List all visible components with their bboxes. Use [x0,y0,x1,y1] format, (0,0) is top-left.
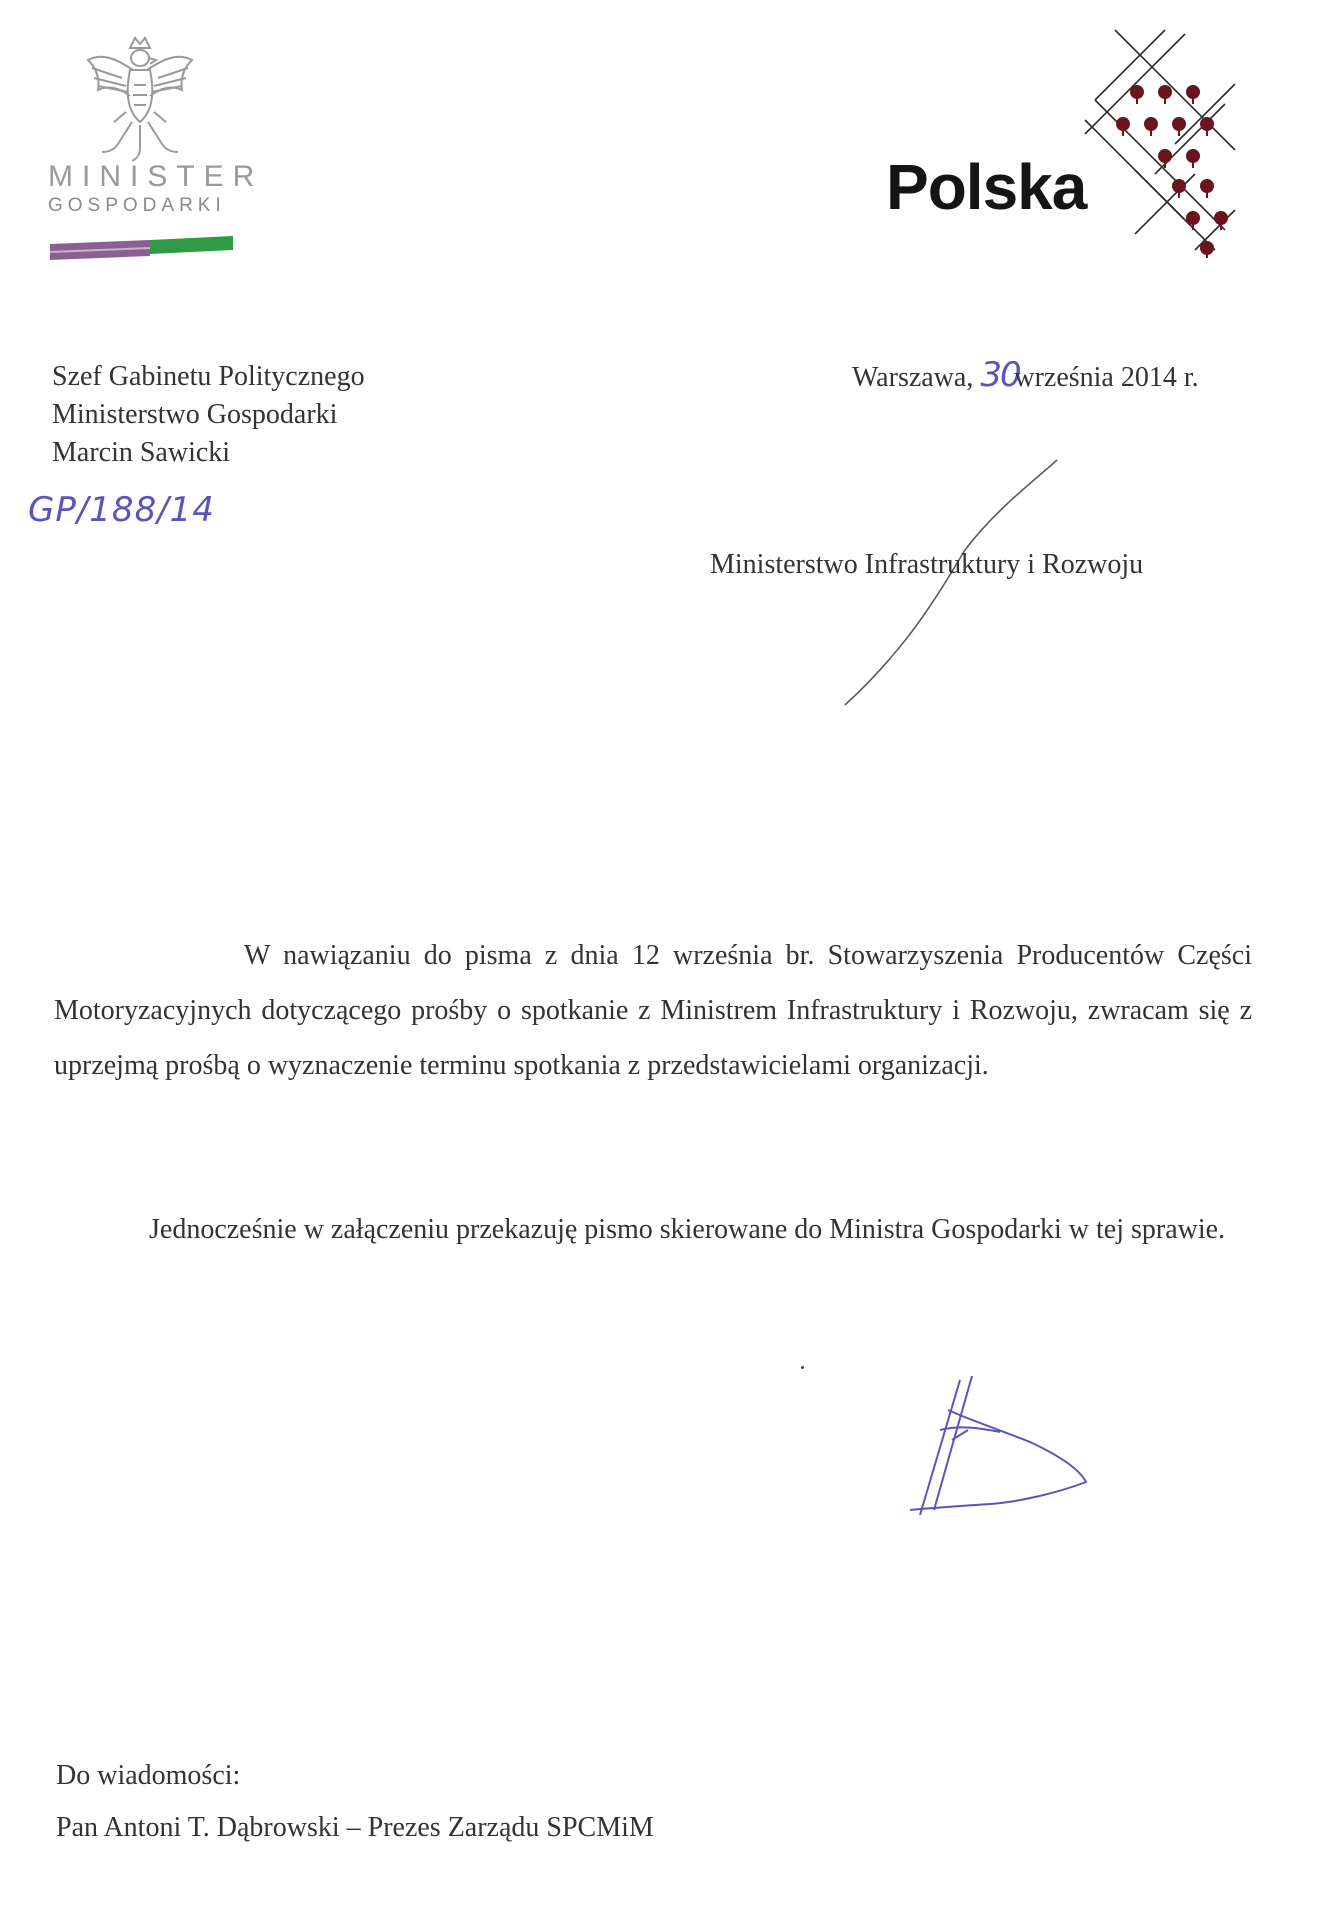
handwritten-reference-number: GP/188/14 [28,490,215,530]
sender-organization: Ministerstwo Gospodarki [52,399,338,430]
polska-logo-text: Polska [886,151,1087,223]
place-and-date [852,356,1199,397]
copies-recipient: Pan Antoni T. Dąbrowski – Prezes Zarządu SPCMiM [56,1812,654,1843]
ministry-name-line2: GOSPODARKI [48,195,226,216]
recipient-name: Ministerstwo Infrastruktury i Rozwoju [710,549,1144,580]
ministry-name-line1: MINISTER [48,160,264,193]
handwritten-signature [900,1370,1100,1520]
body-paragraph: Jednocześnie w załączeniu przekazuję pismo skierowane do Ministra Gospodarki w tej sprawie. [149,1214,1226,1245]
ministry-color-bars [50,236,233,260]
sender-title: Szef Gabinetu Politycznego [52,361,365,392]
polska-logo-pattern-icon [1075,24,1245,274]
eagle-emblem-icon [78,30,203,165]
copies-label: Do wiadomości: [56,1760,241,1791]
ink-dot [801,1366,804,1369]
body-paragraph: W nawiązaniu do pisma z dnia 12 września br. Stowarzyszenia Producentów Części Motoryzacyjnych dotyczącego prośby o spotkanie z Ministrem Infrastruktury i Rozwoju, zwracam się z uprzejmą prośbą o wyznaczenie terminu spotkania z przedstawicielami organizacji. [54,940,1252,1081]
month-year: września 2014 r. [1014,362,1199,393]
handwritten-day: 30 [980,355,1020,395]
place: Warszawa, [852,362,974,393]
sender-name: Marcin Sawicki [52,437,231,468]
